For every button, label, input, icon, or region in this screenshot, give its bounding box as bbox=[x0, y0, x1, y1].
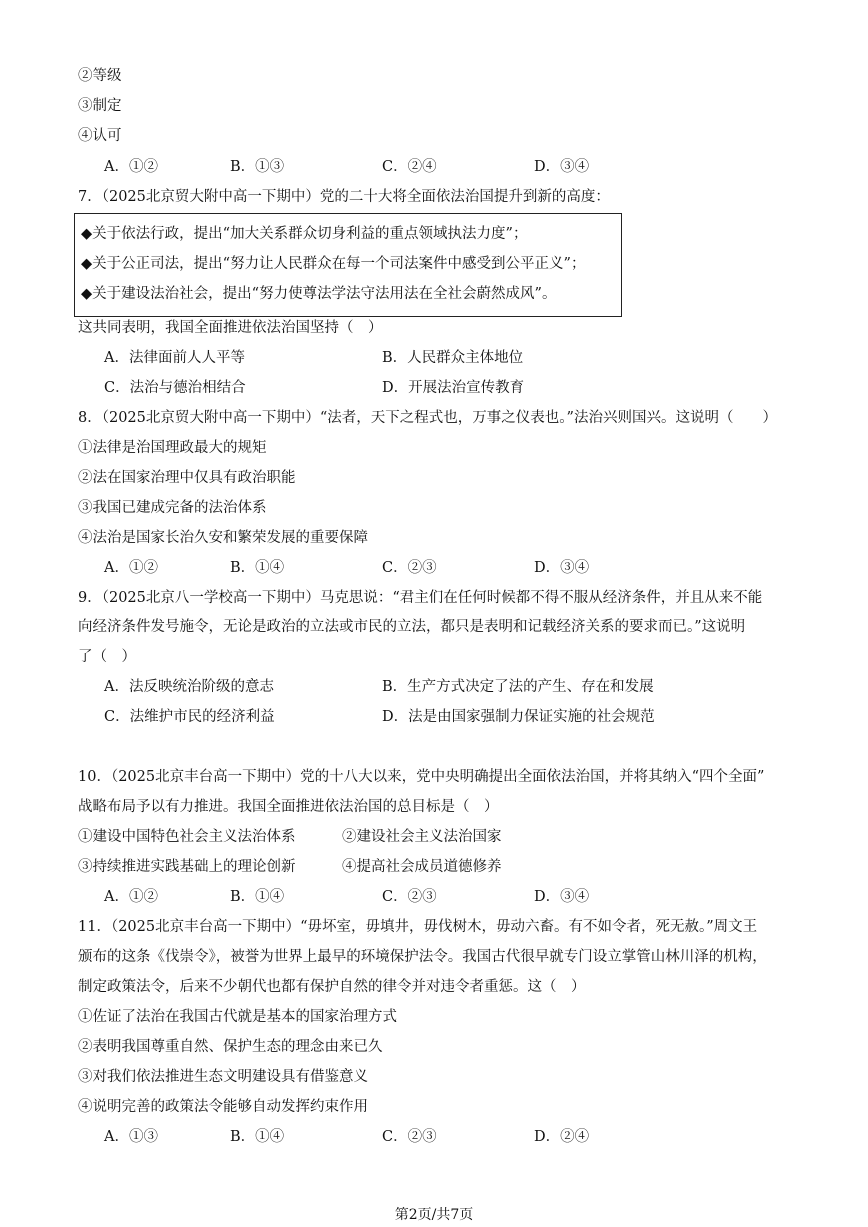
q8-item-4: ④法治是国家长治久安和繁荣发展的重要保障 bbox=[78, 530, 368, 546]
q8-item-3: ③我国已建成完备的法治体系 bbox=[78, 500, 267, 516]
q11-option-b: B．①④ bbox=[230, 1129, 285, 1145]
q8-option-a: A．①② bbox=[104, 560, 158, 576]
q7-question: 这共同表明，我国全面推进依法治国坚持（ ） bbox=[78, 320, 383, 336]
q11-option-c: C．②③ bbox=[382, 1129, 437, 1145]
q8-option-c: C．②③ bbox=[382, 560, 437, 576]
q6-option-c: C．②④ bbox=[382, 159, 437, 175]
q6-item-2: ②等级 bbox=[78, 68, 122, 84]
q7-quote-box bbox=[74, 213, 622, 317]
q8-option-b: B．①④ bbox=[230, 560, 285, 576]
q11-option-a: A．①③ bbox=[104, 1129, 158, 1145]
q9-option-c: C．法维护市民的经济利益 bbox=[104, 709, 275, 725]
q10-option-d: D．③④ bbox=[534, 889, 590, 905]
q6-option-a: A．①② bbox=[104, 159, 158, 175]
q7-box-line-3: ◆关于建设法治社会，提出“努力使尊法学法守法用法在全社会蔚然成风”。 bbox=[81, 286, 557, 302]
q11-option-d: D．②④ bbox=[534, 1129, 590, 1145]
q10-item-3: ③持续推进实践基础上的理论创新 bbox=[78, 859, 296, 875]
q7-option-d: D．开展法治宣传教育 bbox=[382, 380, 525, 396]
q11-stem-line-1: 11．（2025北京丰台高一下期中）“毋坏室，毋填井，毋伐树木，毋动六畜。有不如令者，死无赦。”周文王 bbox=[78, 919, 758, 935]
q7-box-line-2: ◆关于公正司法，提出“努力让人民群众在每一个司法案件中感受到公平正义”； bbox=[81, 256, 586, 272]
q9-option-a: A．法反映统治阶级的意志 bbox=[104, 679, 274, 695]
q10-item-1: ①建设中国特色社会主义法治体系 bbox=[78, 829, 296, 845]
q11-item-3: ③对我们依法推进生态文明建设具有借鉴意义 bbox=[78, 1069, 368, 1085]
q6-option-b: B．①③ bbox=[230, 159, 285, 175]
q10-stem-line-2: 战略布局予以有力推进。我国全面推进依法治国的总目标是（ ） bbox=[78, 799, 499, 815]
q7-stem: 7．（2025北京贸大附中高一下期中）党的二十大将全面依法治国提升到新的高度： bbox=[78, 189, 610, 205]
q10-option-c: C．②③ bbox=[382, 889, 437, 905]
q11-item-4: ④说明完善的政策法令能够自动发挥约束作用 bbox=[78, 1099, 368, 1115]
q7-option-c: C．法治与德治相结合 bbox=[104, 380, 246, 396]
q10-option-a: A．①② bbox=[104, 889, 158, 905]
q10-option-b: B．①④ bbox=[230, 889, 285, 905]
q10-stem-line-1: 10．（2025北京丰台高一下期中）党的十八大以来，党中央明确提出全面依法治国，并将其纳入“四个全面” bbox=[78, 769, 765, 785]
q10-item-2: ②建设社会主义法治国家 bbox=[342, 829, 502, 845]
q9-stem-line-3: 了（ ） bbox=[78, 649, 136, 665]
q8-item-1: ①法律是治国理政最大的规矩 bbox=[78, 440, 267, 456]
q9-option-d: D．法是由国家强制力保证实施的社会规范 bbox=[382, 709, 655, 725]
q10-item-4: ④提高社会成员道德修养 bbox=[342, 859, 502, 875]
q11-item-1: ①佐证了法治在我国古代就是基本的国家治理方式 bbox=[78, 1009, 397, 1025]
q7-option-b: B．人民群众主体地位 bbox=[382, 350, 524, 366]
q6-item-4: ④认可 bbox=[78, 128, 122, 144]
q11-item-2: ②表明我国尊重自然、保护生态的理念由来已久 bbox=[78, 1039, 383, 1055]
q8-item-2: ②法在国家治理中仅具有政治职能 bbox=[78, 470, 296, 486]
q8-stem: 8．（2025北京贸大附中高一下期中）“法者，天下之程式也，万事之仪表也。”法治兴则国兴。这说明（ ） bbox=[78, 410, 777, 426]
q11-stem-line-2: 颁布的这条《伐崇令》，被誉为世界上最早的环境保护法令。我国古代很早就专门设立掌管山林川泽的机构， bbox=[78, 949, 767, 965]
q9-option-b: B．生产方式决定了法的产生、存在和发展 bbox=[382, 679, 654, 695]
q6-item-3: ③制定 bbox=[78, 98, 122, 114]
page-footer: 第2页/共7页 bbox=[394, 1207, 474, 1223]
q7-option-a: A．法律面前人人平等 bbox=[104, 350, 245, 366]
q8-option-d: D．③④ bbox=[534, 560, 590, 576]
q6-option-d: D．③④ bbox=[534, 159, 590, 175]
q9-stem-line-1: 9．（2025北京八一学校高一下期中）马克思说：“君主们在任何时候都不得不服从经济条件，并且从来不能 bbox=[78, 590, 763, 606]
q11-stem-line-3: 制定政策法令，后来不少朝代也都有保护自然的律令并对违令者重惩。这（ ） bbox=[78, 979, 586, 995]
q7-box-line-1: ◆关于依法行政，提出“加大关系群众切身利益的重点领域执法力度”； bbox=[81, 226, 528, 242]
q9-stem-line-2: 向经济条件发号施令，无论是政治的立法或市民的立法，都只是表明和记载经济关系的要求而已。”这说明 bbox=[78, 619, 746, 635]
